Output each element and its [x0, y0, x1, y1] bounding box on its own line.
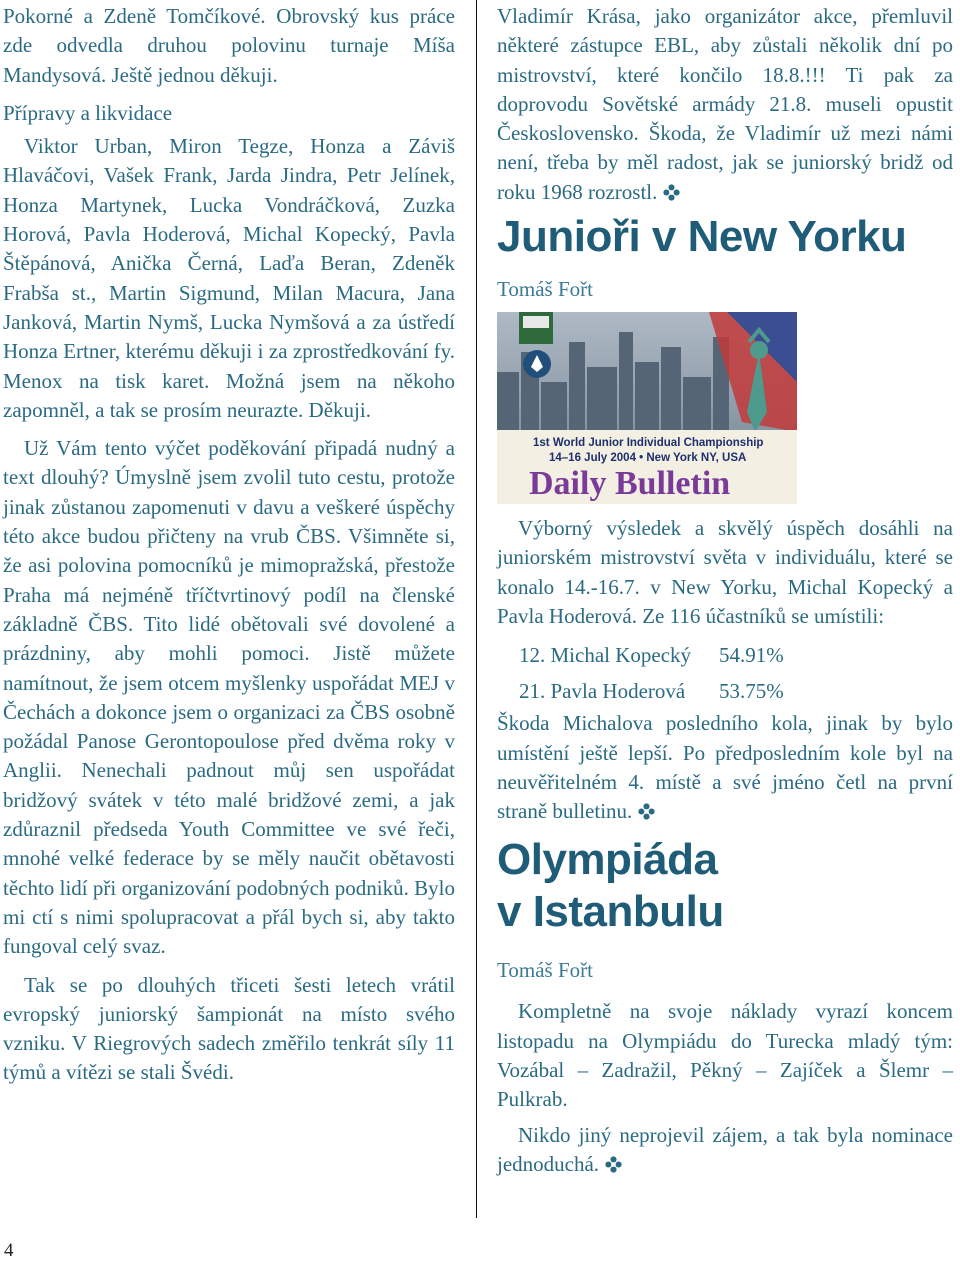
helpers-paragraph: Viktor Urban, Miron Tegze, Honza a Záviš Hlaváčovi, Vašek Frank, Jarda Jindra, Petr Jelínek, Honza Martynek, Lucka Vondráčková, Zuzka Horová, Pavla Hoderová, Michal Kopecký, Pavla Štěpánová, Anička Černá, Laďa Beran, Zdeněk Frabša st., Martin Sigmund, Milan Macura, Jana Janková, Martin Nymš, Lucka Nymšová a za ústředí Honza Ertner, kterému děkuji i za zprostředkování fy. Menox na tisk karet. Možná jsem na někoho zapomněl, a tak se prosím neurazte. Děkuji. [3, 134, 455, 422]
krasa-text: Vladimír Krása, jako organizátor akce, přemluvil některé zástupce EBL, aby zůstali několik dní po mistrovství, které končilo 18.8.!!! Ti pak za doprovodu Sovětské armády 21.8. museli opustit Československo. Škoda, že Vladimír už mezi námi není, třeba by měl radost, jak se juniorský bridž od roku 1968 rozrostl. [497, 4, 953, 204]
result-row [497, 673, 953, 709]
results-list [497, 637, 953, 709]
new-york-paragraph: Výborný výsledek a skvělý úspěch dosáhli na juniorském mistrovství světa v individuálu, které se konalo 14.-16.7. v New Yorku, Michal Kopecký a Pavla Hoderová. Ze 116 účastníků se umístili: [497, 516, 953, 628]
right-column [497, 0, 953, 1179]
byline-new-york: Tomáš Fořt [497, 277, 593, 302]
michal-paragraph [497, 709, 953, 826]
olympiad-paragraph: Kompletně na svoje náklady vyrazí koncem listopadu na Olympiádu do Turecka mladý tým: Vozábal – Zadražil, Pěkný – Zajíček a Šlemr – Pulkrab. [497, 999, 953, 1112]
left-column [3, 0, 455, 1088]
intro-paragraph: Pokorné a Zdeně Tomčíkové. Obrovský kus práce zde odvedla druhou polovinu turnaje Míša Mandysová. Ještě jednou děkuji. [3, 4, 455, 87]
daily-bulletin-banner [497, 312, 797, 504]
flower-ornament-icon [663, 184, 680, 201]
result-percent: 54.91% [719, 643, 784, 668]
headline-olympiad-line2: v Istanbulu [497, 887, 724, 937]
headline-new-york: Junioři v New Yorku [497, 212, 907, 262]
nomination-paragraph [497, 1121, 953, 1180]
result-percent: 53.75% [719, 679, 784, 704]
thanks-paragraph: Už Vám tento výčet poděkování připadá nudný a text dlouhý? Úmyslně jsem zvolil tuto cestu, protože jinak zůstanou zapomenuti v davu a veškeré úspěchy této akce budou přičteny na vrub ČBS. Všimněte si, že asi polovina pomocníků je mimopražská, přestože Praha má nejméně tříčtvrtinový podíl na členské základně ČBS. Tito lidé obětovali své dovolené a prázdniny, aby mohli pomoci. Jistě můžete namítnout, že jsem otcem myšlenky uspořádat MEJ v Čechách a dokonce jsem o organizaci za ČBS osobně požádal Panose Gerontopoulose před dvěma roky v Anglii. Nenechali padnout můj sen uspořádat bridžový svátek v této malé bridžové zemi, a jak zdůraznil předseda Youth Committee ve své řeči, mnohé velké federace by se měly naučit obětavosti těchto lidí při organizování podobných podniků. Bylo mi ctí s nimi spolupracovat a přál bych si, aby takto fungoval celý svaz. [3, 436, 455, 959]
krasa-paragraph [497, 2, 953, 207]
section-subheading: Přípravy a likvidace [3, 100, 173, 125]
result-player: 12. Michal Kopecký [519, 643, 692, 668]
banner-line1: 1st World Junior Individual Championship [533, 437, 764, 450]
banner-title: Daily Bulletin [529, 465, 731, 503]
flower-ornament-icon [605, 1156, 622, 1173]
banner-line2: 14–16 July 2004 • New York NY, USA [549, 452, 747, 465]
history-paragraph: Tak se po dlouhých třiceti šesti letech vrátil evropský juniorský šampionát na místo svého vzniku. V Riegrových sadech změřilo tenkrát síly 11 týmů a vítězi se stali Švédi. [3, 972, 455, 1085]
column-divider [476, 0, 477, 1218]
flower-ornament-icon [638, 803, 655, 820]
result-row [497, 637, 953, 673]
result-player: 21. Pavla Hoderová [519, 679, 686, 704]
michal-text: Škoda Michalova posledního kola, jinak by bylo umístění ještě lepší. Po předposledním kole byl na neuvěřitelném 4. místě a své jméno četl na první straně bulletinu. [497, 711, 953, 824]
page-number: 4 [4, 1240, 14, 1261]
byline-olympiad: Tomáš Fořt [497, 958, 593, 983]
headline-olympiad-line1: Olympiáda [497, 835, 718, 885]
nomination-text: Nikdo jiný neprojevil zájem, a tak byla nominace jednoduchá. [497, 1122, 953, 1176]
bulletin-banner-image [497, 312, 797, 504]
